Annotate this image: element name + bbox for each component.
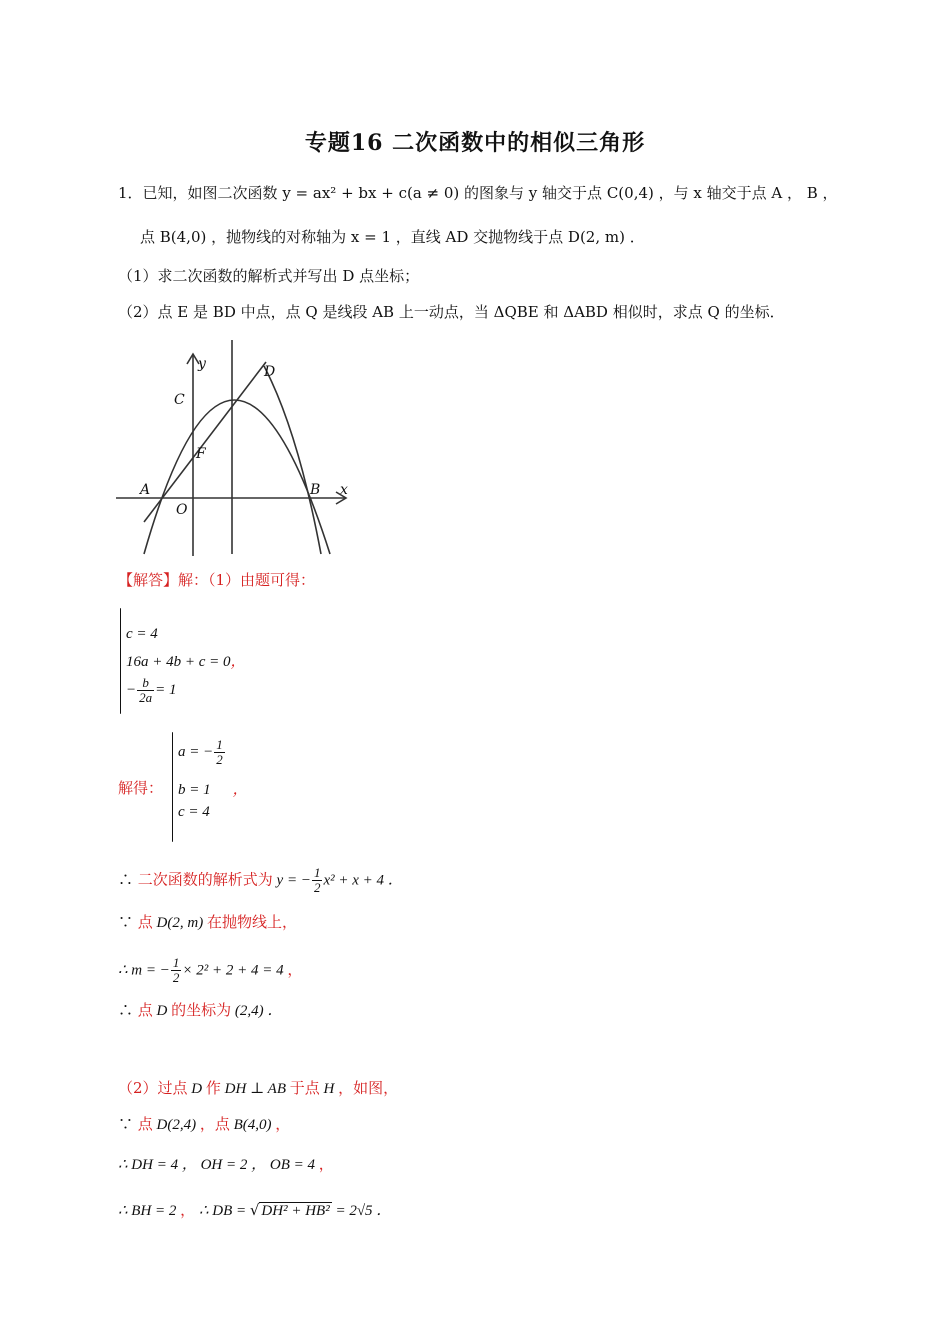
- l3-math: ∴ m = −: [118, 962, 170, 979]
- line-db: [264, 366, 321, 554]
- label-b: B: [310, 482, 321, 498]
- answer-line-1: [118, 866, 403, 895]
- question-part-2: （2）点 E 是 BD 中点，点 Q 是线段 AB 上一动点，当 ΔQBE 和 ΔABD 相似时，求点 Q 的坐标．: [118, 303, 785, 321]
- answer-part2-line-4: ∴ BH = 2 ， ∴ DB = √ DH² + HB² = 2√5 ．: [118, 1201, 392, 1219]
- p5-m3: = 2√5 ．: [331, 1203, 392, 1219]
- p5-m2: ∴ DB =: [195, 1203, 250, 1219]
- answer-header: [118, 570, 315, 590]
- answer-line-4: [118, 1000, 282, 1021]
- frac-den: 2: [172, 970, 180, 985]
- system2-eq1: [178, 738, 226, 767]
- l2-text1: 点: [137, 913, 153, 931]
- l1-math2: x² + x + 4 ．: [323, 872, 403, 889]
- system2-eq3: c = 4: [178, 804, 210, 820]
- p2-m2: DH ⊥ AB: [220, 1081, 290, 1097]
- label-o: O: [176, 502, 188, 518]
- p3-text1: 点: [137, 1115, 153, 1133]
- l4-text1: 点: [137, 1001, 153, 1019]
- because: ∵: [118, 913, 138, 931]
- l2-text2: 在抛物线上，: [206, 913, 297, 931]
- p4-comma: ，: [318, 1155, 334, 1173]
- label-a: A: [140, 482, 151, 498]
- question-part-1: （1）求二次函数的解析式并写出 D 点坐标；: [118, 267, 420, 285]
- frac-den: 2: [313, 880, 321, 895]
- system1-fraction: [137, 676, 154, 705]
- p5-comma: ，: [180, 1201, 196, 1219]
- answer-part2-line-2: [118, 1114, 290, 1135]
- p3-text3: ，: [275, 1115, 291, 1133]
- answer-tag: 【解答】: [118, 571, 179, 589]
- system1-eq2: [126, 650, 246, 671]
- system1-brace: [120, 608, 121, 714]
- system2-brace: [172, 732, 173, 842]
- system1-eq3: − $\frac{b}{2a}$ = 1: [126, 675, 177, 705]
- system2-fraction: [214, 738, 225, 767]
- question-line-2: 点 B(4,0) ，抛物线的对称轴为 x = 1 ，直线 AD 交抛物线于点 D(2, m) ．: [140, 228, 645, 246]
- l3-fraction: [171, 956, 182, 985]
- p4-math: ∴ DH = 4 ， OH = 2 ， OB = 4: [118, 1157, 319, 1173]
- p3-text2: ，点: [199, 1115, 230, 1133]
- frac-den: 2: [216, 752, 223, 767]
- parabola-curve: [144, 400, 330, 554]
- answer-part2-line-3: [118, 1154, 334, 1175]
- answer-line-2: [118, 912, 297, 933]
- label-d: D: [264, 364, 276, 380]
- frac-num: 1: [216, 737, 223, 752]
- parabola-figure: [108, 336, 358, 560]
- system1-eq1: c = 4: [126, 626, 158, 642]
- p3-m2: B(4,0): [229, 1117, 276, 1133]
- system1-eq3-rhs: = 1: [155, 681, 177, 698]
- p2-text4: ，如图，: [338, 1079, 399, 1097]
- label-y: y: [198, 356, 206, 372]
- answer-intro: 解：（1）由题可得：: [178, 571, 316, 589]
- system2-eq2: [178, 778, 248, 799]
- l4-math2: (2,4) ．: [231, 1003, 283, 1019]
- l2-math: D(2, m): [152, 915, 207, 931]
- frac-num: 1: [313, 865, 321, 880]
- p5-m1: ∴ BH = 2: [118, 1203, 181, 1219]
- l1-math: y = −: [272, 872, 311, 889]
- system2-eq1-text: a = −: [178, 743, 214, 760]
- system1-comma: ，: [230, 654, 246, 670]
- system2-comma: ，: [232, 782, 248, 798]
- therefore: ∴: [118, 870, 138, 889]
- p2-text1: （2）过点: [118, 1079, 188, 1097]
- l4-text2: 的坐标为: [171, 1001, 232, 1019]
- page-title: 专题16 二次函数中的相似三角形: [304, 130, 646, 156]
- l3-math2: × 2² + 2 + 4 = 4: [182, 962, 288, 979]
- frac-num: 1: [172, 955, 180, 970]
- l4-math: D: [152, 1003, 172, 1019]
- because: ∵: [118, 1115, 138, 1133]
- l1-text: 二次函数的解析式为: [137, 870, 273, 889]
- p5-sqrt: DH² + HB²: [261, 1203, 330, 1219]
- solve-label: 解得：: [118, 779, 164, 797]
- system1-eq2-text: 16a + 4b + c = 0: [126, 654, 231, 670]
- l3-comma: ，: [287, 960, 303, 979]
- l1-fraction: [312, 866, 323, 895]
- p2-m3: H: [319, 1081, 339, 1097]
- p3-m1: D(2,4): [152, 1117, 200, 1133]
- p2-text3: 于点: [289, 1079, 320, 1097]
- therefore: ∴: [118, 1001, 138, 1019]
- question-line-1: 1．已知，如图二次函数 y = ax² + bx + c(a ≠ 0) 的图象与 y 轴交于点 C(0,4) ，与 x 轴交于点 A ， B ，: [118, 184, 838, 202]
- frac-num: b: [137, 676, 154, 691]
- answer-line-3: [118, 956, 302, 985]
- system2-eq2-text: b = 1: [178, 782, 211, 798]
- label-f: F: [196, 446, 206, 462]
- frac-den: 2a: [139, 690, 153, 705]
- label-c: C: [174, 392, 185, 408]
- label-x: x: [340, 482, 348, 498]
- p2-text2: 作: [205, 1079, 221, 1097]
- p2-m1: D: [187, 1081, 206, 1097]
- answer-part2-line-1: [118, 1078, 398, 1099]
